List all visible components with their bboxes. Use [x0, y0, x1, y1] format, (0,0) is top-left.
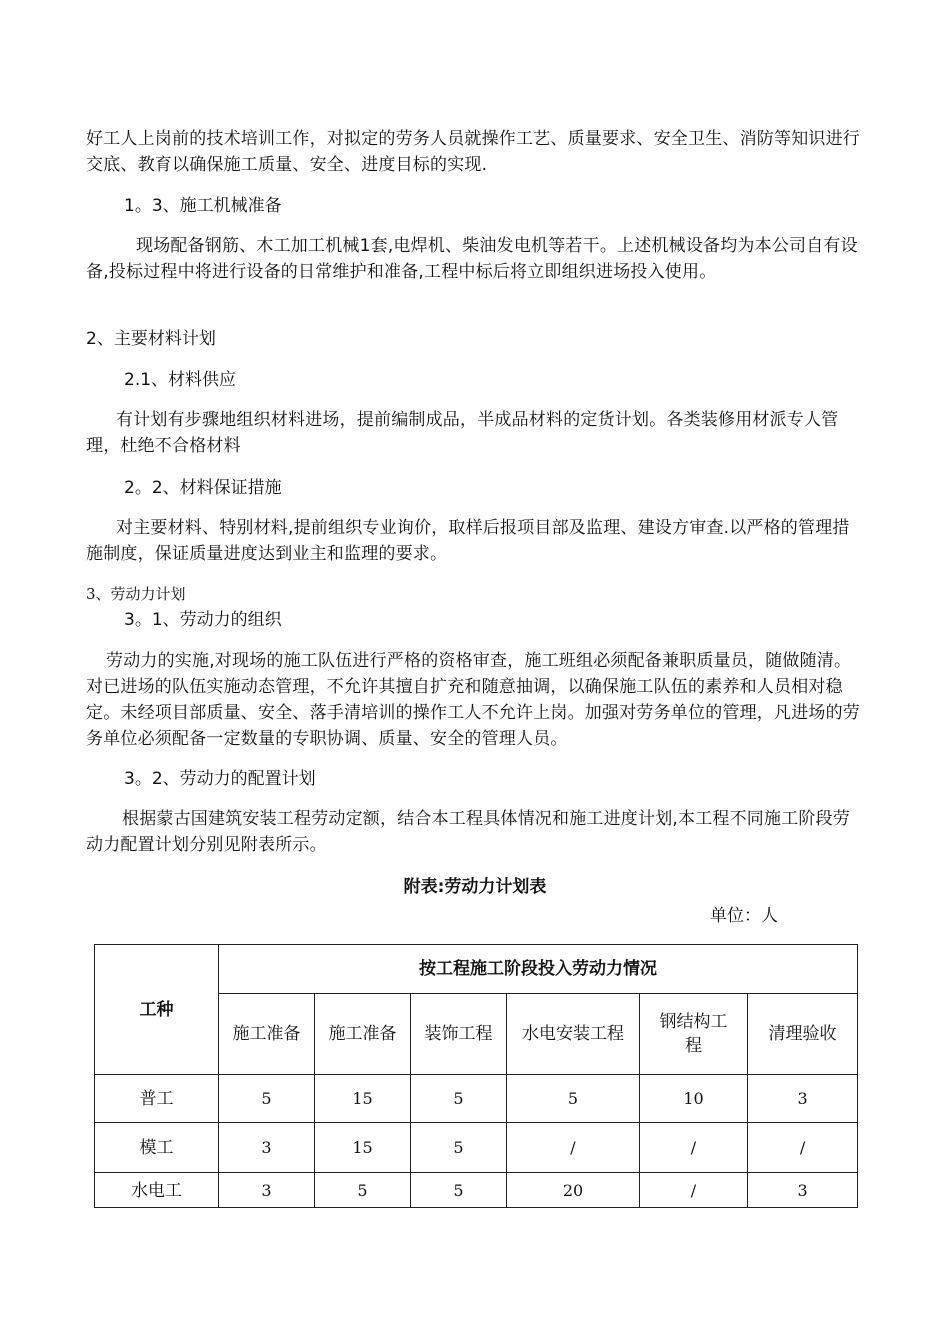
labor-plan-table: [94, 944, 858, 1208]
value-cell: 5: [315, 1173, 411, 1208]
paragraph-labor-allocation: 根据蒙古国建筑安装工程劳动定额，结合本工程具体情况和施工进度计划,本工程不同施工阶段劳动力配置计划分别见附表所示。: [86, 809, 851, 855]
paragraph-machinery: 现场配备钢筋、木工加工机械1套,电焊机、柴油发电机等若干。上述机械设备均为本公司自有设备,投标过程中将进行设备的日常维护和准备,工程中标后将立即组织进场投入使用。: [86, 236, 858, 282]
trade-column-header: 工种: [95, 945, 219, 1075]
value-cell: /: [748, 1123, 858, 1173]
value-cell: 3: [219, 1173, 315, 1208]
value-cell: 5: [411, 1173, 507, 1208]
table-row: [95, 1075, 858, 1123]
stage-header: 钢结构工程: [640, 994, 748, 1075]
table-row: [95, 1173, 858, 1208]
trade-cell: 普工: [95, 1075, 219, 1123]
paragraph-labor-organization: 劳动力的实施,对现场的施工队伍进行严格的资格审查，施工班组必须配备兼职质量员，随做随清。对已进场的队伍实施动态管理，不允许其擅自扩充和随意抽调，以确保施工队伍的素养和人员相对稳定。未经项目部质量、安全、落手清培训的操作工人不允许上岗。加强对劳务单位的管理，凡进场的劳务单位必须配备一定数量的专职协调、质量、安全的管理人员。: [86, 651, 860, 749]
heading-3-1: 3。1、劳动力的组织: [124, 610, 282, 630]
value-cell: 15: [315, 1123, 411, 1173]
stage-group-header: 按工程施工阶段投入劳动力情况: [219, 945, 858, 994]
value-cell: 10: [640, 1075, 748, 1123]
value-cell: 15: [315, 1075, 411, 1123]
value-cell: 3: [748, 1173, 858, 1208]
trade-cell: 水电工: [95, 1173, 219, 1208]
stage-header: 装饰工程: [411, 994, 507, 1075]
heading-3: 3、劳动力计划: [86, 585, 186, 603]
trade-cell: 模工: [95, 1123, 219, 1173]
value-cell: 3: [748, 1075, 858, 1123]
table-header-row-1: [95, 945, 858, 994]
stage-header: 施工准备: [315, 994, 411, 1075]
heading-2: 2、主要材料计划: [86, 329, 216, 349]
value-cell: 5: [411, 1123, 507, 1173]
table-unit: 单位：人: [710, 906, 778, 926]
table-title: 附表:劳动力计划表: [403, 877, 547, 897]
value-cell: 20: [507, 1173, 640, 1208]
heading-2-1: 2.1、材料供应: [124, 370, 237, 390]
heading-3-2: 3。2、劳动力的配置计划: [124, 769, 316, 789]
stage-header: 水电安装工程: [507, 994, 640, 1075]
value-cell: 3: [219, 1123, 315, 1173]
paragraph-material-guarantee: 对主要材料、特别材料,提前组织专业询价，取样后报项目部及监理、建设方审查.以严格的管理措施制度，保证质量进度达到业主和监理的要求。: [86, 518, 850, 564]
heading-1-3: 1。3、施工机械准备: [124, 196, 282, 216]
heading-2-2: 2。2、材料保证措施: [124, 478, 282, 498]
value-cell: /: [640, 1123, 748, 1173]
value-cell: 5: [411, 1075, 507, 1123]
value-cell: 5: [507, 1075, 640, 1123]
paragraph-training: 好工人上岗前的技术培训工作，对拟定的劳务人员就操作工艺、质量要求、安全卫生、消防等知识进行交底、教育以确保施工质量、安全、进度目标的实现.: [86, 129, 860, 175]
table-row: [95, 1123, 858, 1173]
stage-header: 施工准备: [219, 994, 315, 1075]
stage-header: 清理验收: [748, 994, 858, 1075]
paragraph-material-supply: 有计划有步骤地组织材料进场，提前编制成品，半成品材料的定货计划。各类装修用材派专人管理，杜绝不合格材料: [86, 410, 839, 456]
value-cell: /: [640, 1173, 748, 1208]
value-cell: /: [507, 1123, 640, 1173]
value-cell: 5: [219, 1075, 315, 1123]
